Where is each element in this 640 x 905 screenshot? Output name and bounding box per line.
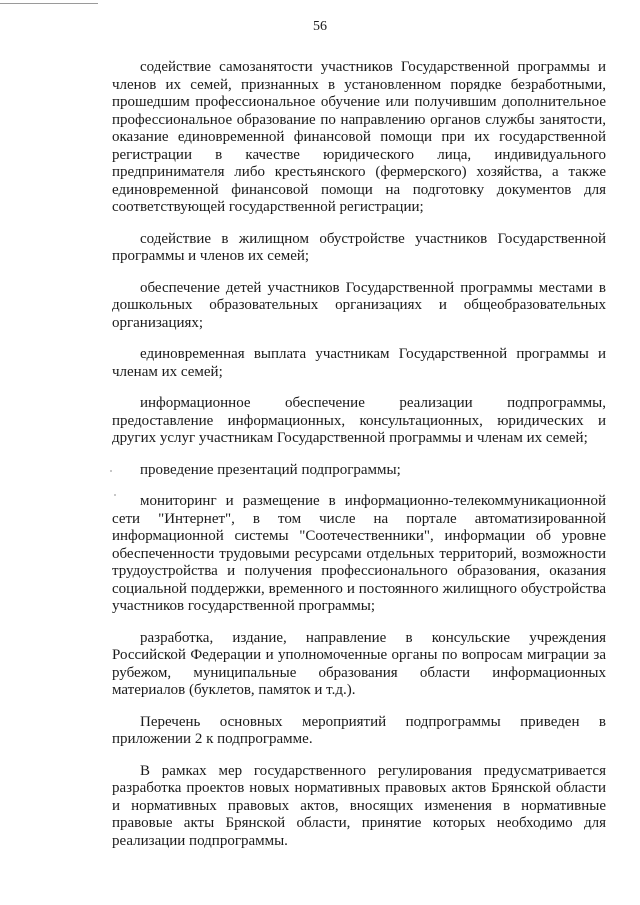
page-number: 56 — [313, 19, 327, 34]
scan-edge-line — [0, 3, 98, 4]
body-text — [112, 59, 606, 864]
paragraph-self-employment: содействие самозанятости участников Государственной программы и членов их семей, признанных в установленном порядке безработными, прошедшим профессиональное обучение или получившим дополнительное профессиональное образование по направлению органов службы занятости, оказание единовременной финансовой помощи при их государственной регистрации в качестве юридического лица, индивидуального предпринимателя либо крестьянского (фермерского) хозяйства, а также единовременной финансовой помощи на подготовку документов для соответствующей государственной регистрации; — [112, 59, 606, 215]
paragraph-housing: содействие в жилищном обустройстве участников Государственной программы и членов их семей; — [112, 230, 606, 264]
paragraph-information-support: информационное обеспечение реализации подпрограммы, предоставление информационных, консультационных, юридических и других услуг участникам Государственной программы и членам их семей; — [112, 395, 606, 446]
paragraph-preschool: обеспечение детей участников Государственной программы местами в дошкольных образовательных организациях и общеобразовательных организациях; — [112, 279, 606, 331]
paragraph-presentations: проведение презентаций подпрограммы; — [140, 461, 401, 478]
paragraph-regulation: В рамках мер государственного регулирования предусматривается разработка проектов новых нормативных правовых актов Брянской области и нормативных правовых актов, вносящих изменения в нормативные правовые акты Брянской области, принятие которых необходимо для реализации подпрограммы. — [112, 762, 606, 849]
paragraph-lump-sum-payment: единовременная выплата участникам Государственной программы и членам их семей; — [112, 346, 606, 380]
paragraph-materials: разработка, издание, направление в консульские учреждения Российской Федерации и уполномоченные органы по вопросам миграции за рубежом, муниципальные образования области информационных материалов (буклетов, памяток и т.д.). — [112, 629, 606, 698]
paragraph-monitoring: мониторинг и размещение в информационно-телекоммуникационной сети "Интернет", в том числе на портале автоматизированной информационной системы "Соотечественники", информации об уровне обеспеченности трудовыми ресурсами отдельных территорий, возможности трудоустройства и получения профессионального образования, оказания социальной поддержки, временного и постоянного жилищного обустройства участников государственной программы; — [112, 493, 606, 614]
paragraph-appendix-reference: Перечень основных мероприятий подпрограммы приведен в приложении 2 к подпрограмме. — [112, 713, 606, 747]
